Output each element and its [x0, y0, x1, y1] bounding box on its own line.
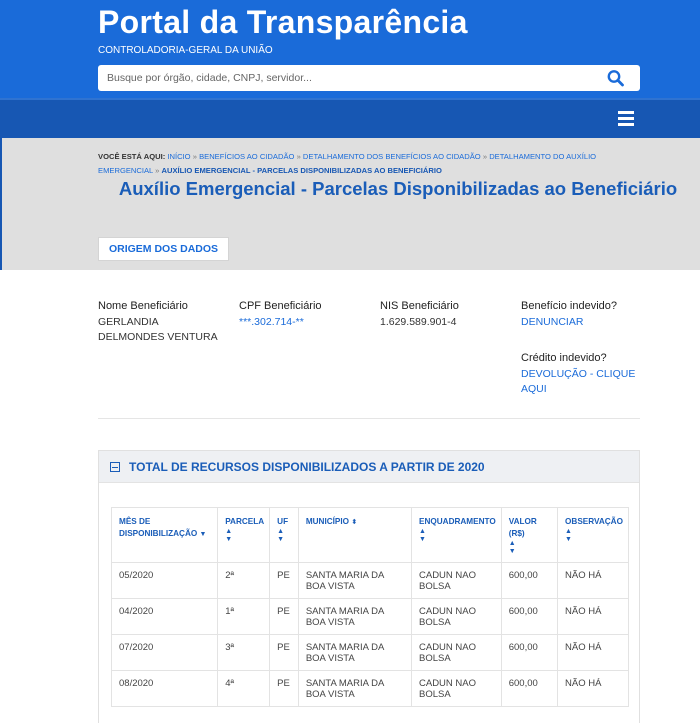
- cell-value: 600,00: [501, 599, 557, 635]
- table-row: [112, 671, 629, 707]
- cell-framing: CADUN NAO BOLSA: [412, 671, 502, 707]
- search-icon[interactable]: [606, 69, 626, 87]
- column-header-installment-label: PARCELA: [225, 517, 265, 526]
- search-box: [98, 65, 640, 91]
- cell-note: NÃO HÁ: [558, 563, 629, 599]
- table-row: [112, 563, 629, 599]
- nis-label: NIS Beneficiário: [380, 300, 459, 312]
- site-title[interactable]: Portal da Transparência: [98, 4, 468, 40]
- section-divider: [98, 418, 640, 419]
- sort-icon[interactable]: ▲ ▼: [277, 528, 285, 543]
- cell-installment: 2ª: [218, 563, 270, 599]
- cell-city: SANTA MARIA DA BOA VISTA: [298, 599, 411, 635]
- improper-credit-label: Crédito indevido?: [521, 352, 607, 364]
- breadcrumb-separator: »: [192, 152, 197, 161]
- cell-month: 04/2020: [112, 599, 218, 635]
- cell-installment: 4ª: [218, 671, 270, 707]
- cpf-value[interactable]: ***.302.714-**: [239, 316, 304, 328]
- page-title: Auxílio Emergencial - Parcelas Disponibilizadas ao Beneficiário: [118, 178, 678, 199]
- cell-installment: 1ª: [218, 599, 270, 635]
- cpf-label: CPF Beneficiário: [239, 300, 322, 312]
- breadcrumb-separator: »: [482, 152, 488, 161]
- cell-note: NÃO HÁ: [558, 599, 629, 635]
- column-header-month-line2: DISPONIBILIZAÇÃO: [119, 529, 198, 538]
- cell-value: 600,00: [501, 671, 557, 707]
- left-accent-line: [0, 138, 2, 270]
- column-header-value[interactable]: [501, 508, 557, 563]
- column-header-note-label: OBSERVAÇÃO: [565, 517, 623, 526]
- refund-link-line1[interactable]: DEVOLUÇÃO - CLIQUE: [521, 368, 636, 380]
- hamburger-menu-icon[interactable]: [618, 111, 636, 127]
- improper-benefit-label: Benefício indevido?: [521, 300, 618, 312]
- column-header-framing[interactable]: [412, 508, 502, 563]
- cell-month: 07/2020: [112, 635, 218, 671]
- cell-city: SANTA MARIA DA BOA VISTA: [298, 671, 411, 707]
- breadcrumb-item-emergency-aid-details[interactable]: DETALHAMENTO DO AUXÍLIO EMERGENCIAL: [98, 152, 597, 175]
- cell-month: 08/2020: [112, 671, 218, 707]
- nav-bar: [0, 98, 700, 138]
- cell-framing: CADUN NAO BOLSA: [412, 599, 502, 635]
- cell-uf: PE: [270, 599, 299, 635]
- refund-link-line2[interactable]: AQUI: [521, 383, 547, 395]
- nis-value: 1.629.589.901-4: [380, 316, 457, 328]
- report-link[interactable]: DENUNCIAR: [521, 316, 584, 328]
- sort-icon[interactable]: ⬍: [351, 519, 358, 526]
- sort-icon[interactable]: ▲ ▼: [225, 528, 233, 543]
- resources-panel-header[interactable]: [99, 451, 639, 483]
- column-header-uf-label: UF: [277, 517, 289, 526]
- table-row: [112, 599, 629, 635]
- breadcrumb-separator: »: [296, 152, 301, 161]
- installments-table: [111, 507, 629, 707]
- breadcrumb-item-benefit-details[interactable]: DETALHAMENTO DOS BENEFÍCIOS AO CIDADÃO: [302, 152, 481, 161]
- column-header-installment[interactable]: [218, 508, 270, 563]
- sort-desc-icon[interactable]: ▼: [199, 531, 207, 538]
- site-header: [0, 0, 700, 98]
- breadcrumb-current: AUXÍLIO EMERGENCIAL - PARCELAS DISPONIBILIZADAS AO BENEFICIÁRIO: [161, 166, 442, 175]
- beneficiary-name-label: Nome Beneficiário: [98, 300, 188, 312]
- column-header-city-label: MUNICÍPIO: [305, 517, 350, 526]
- breadcrumb-item-home[interactable]: INÍCIO: [167, 152, 191, 161]
- cell-value: 600,00: [501, 563, 557, 599]
- data-origin-button[interactable]: ORIGEM DOS DADOS: [98, 237, 229, 261]
- site-subtitle: CONTROLADORIA-GERAL DA UNIÃO: [98, 45, 273, 56]
- collapse-minus-icon[interactable]: [110, 462, 120, 472]
- cell-month: 05/2020: [112, 563, 218, 599]
- sort-icon[interactable]: ▲ ▼: [508, 540, 516, 555]
- table-row: [112, 635, 629, 671]
- column-header-month-line1: MÊS DE: [119, 517, 151, 526]
- cell-value: 600,00: [501, 635, 557, 671]
- cell-uf: PE: [270, 563, 299, 599]
- cell-framing: CADUN NAO BOLSA: [412, 635, 502, 671]
- resources-panel: [98, 450, 640, 723]
- sort-icon[interactable]: ▲ ▼: [565, 528, 572, 543]
- search-input[interactable]: [98, 65, 598, 91]
- table-header-row: [112, 508, 629, 563]
- column-header-note[interactable]: [558, 508, 629, 563]
- cell-uf: PE: [270, 635, 299, 671]
- breadcrumb: [98, 150, 638, 178]
- column-header-framing-label: ENQUADRAMENTO: [419, 517, 496, 526]
- breadcrumb-label: VOCÊ ESTÁ AQUI:: [98, 152, 166, 161]
- column-header-month[interactable]: [112, 508, 218, 563]
- beneficiary-name-line1: GERLANDIA: [98, 316, 159, 328]
- cell-framing: CADUN NAO BOLSA: [412, 563, 502, 599]
- breadcrumb-item-benefits[interactable]: BENEFÍCIOS AO CIDADÃO: [199, 152, 295, 161]
- cell-city: SANTA MARIA DA BOA VISTA: [298, 635, 411, 671]
- column-header-uf[interactable]: [270, 508, 299, 563]
- cell-installment: 3ª: [218, 635, 270, 671]
- cell-city: SANTA MARIA DA BOA VISTA: [298, 563, 411, 599]
- cell-note: NÃO HÁ: [558, 635, 629, 671]
- sort-icon[interactable]: ▲ ▼: [419, 528, 426, 543]
- cell-uf: PE: [270, 671, 299, 707]
- column-header-city[interactable]: [298, 508, 411, 563]
- breadcrumb-separator: »: [155, 166, 160, 175]
- beneficiary-name-line2: DELMONDES VENTURA: [98, 331, 218, 343]
- resources-panel-title: TOTAL DE RECURSOS DISPONIBILIZADOS A PARTIR DE 2020: [129, 460, 485, 474]
- column-header-value-label: VALOR (R$): [508, 517, 537, 538]
- cell-note: NÃO HÁ: [558, 671, 629, 707]
